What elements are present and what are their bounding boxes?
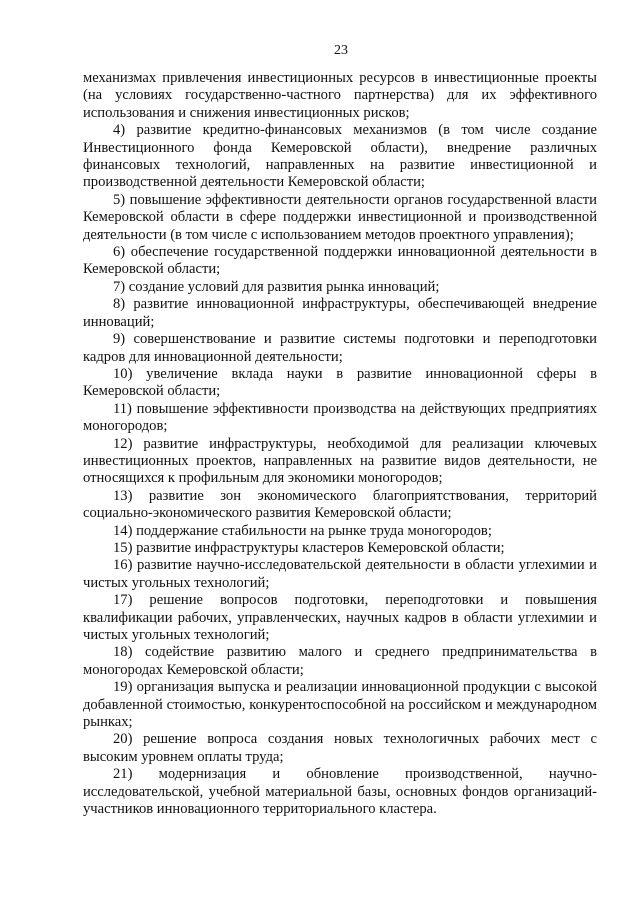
list-item-18: 18) содействие развитию малого и среднего предпринимательства в моногородах Кемеровской области; bbox=[83, 644, 597, 678]
list-item-13: 13) развитие зон экономического благоприятствования, территорий социально-экономического развития Кемеровской области; bbox=[83, 487, 597, 522]
list-item-8: 8) развитие инновационной инфраструктуры, обеспечивающей внедрение инноваций; bbox=[83, 296, 597, 330]
page-number: 23 bbox=[334, 43, 348, 58]
list-item-5: 5) повышение эффективности деятельности органов государственной власти Кемеровской области в сфере поддержки инвестиционной и производственной деятельности (в том числе с использованием методов проектного управления); bbox=[83, 191, 597, 243]
list-item-11: 11) повышение эффективности производства на действующих предприятиях моногородов; bbox=[83, 400, 597, 435]
list-item-9: 9) совершенствование и развитие системы подготовки и переподготовки кадров для инновационной деятельности; bbox=[83, 331, 597, 365]
paragraph-continuation: механизмах привлечения инвестиционных ресурсов в инвестиционные проекты (на условиях государственно-частного партнерства) для их эффективного использования и снижения инвестиционных рисков; bbox=[83, 70, 597, 121]
list-item-4: 4) развитие кредитно-финансовых механизмов (в том числе создание Инвестиционного фонда Кемеровской области), внедрение различных финансовых технологий, направленных на развитие инвестиционной и производственной деятельности Кемеровской области; bbox=[83, 122, 597, 191]
list-item-20: 20) решение вопроса создания новых технологичных рабочих мест с высоким уровнем оплаты труда; bbox=[83, 731, 597, 765]
list-item-19: 19) организация выпуска и реализации инновационной продукции с высокой добавленной стоимостью, конкурентоспособной на российском и международном рынках; bbox=[83, 679, 597, 731]
list-item-17: 17) решение вопросов подготовки, переподготовки и повышения квалификации рабочих, управленческих, научных кадров в области углехимии и чистых угольных технологий; bbox=[83, 592, 597, 643]
list-item-6: 6) обеспечение государственной поддержки инновационной деятельности в Кемеровской области; bbox=[83, 244, 597, 278]
list-item-16: 16) развитие научно-исследовательской деятельности в области углехимии и чистых угольных технологий; bbox=[83, 557, 597, 591]
list-item-12: 12) развитие инфраструктуры, необходимой для реализации ключевых инвестиционных проектов, направленных на развитие видов деятельности, не относящихся к профильным для экономики моногородов; bbox=[83, 435, 597, 487]
list-item-10: 10) увеличение вклада науки в развитие инновационной сферы в Кемеровской области; bbox=[83, 365, 597, 400]
list-item-14: 14) поддержание стабильности на рынке труда моногородов; bbox=[113, 522, 492, 539]
list-item-7: 7) создание условий для развития рынка инноваций; bbox=[113, 278, 440, 295]
list-item-15: 15) развитие инфраструктуры кластеров Кемеровской области; bbox=[113, 539, 505, 556]
list-item-21: 21) модернизация и обновление производственной, научно-исследовательской, учебной материальной базы, основных фондов организаций-участников инновационного территориального кластера. bbox=[83, 766, 597, 818]
